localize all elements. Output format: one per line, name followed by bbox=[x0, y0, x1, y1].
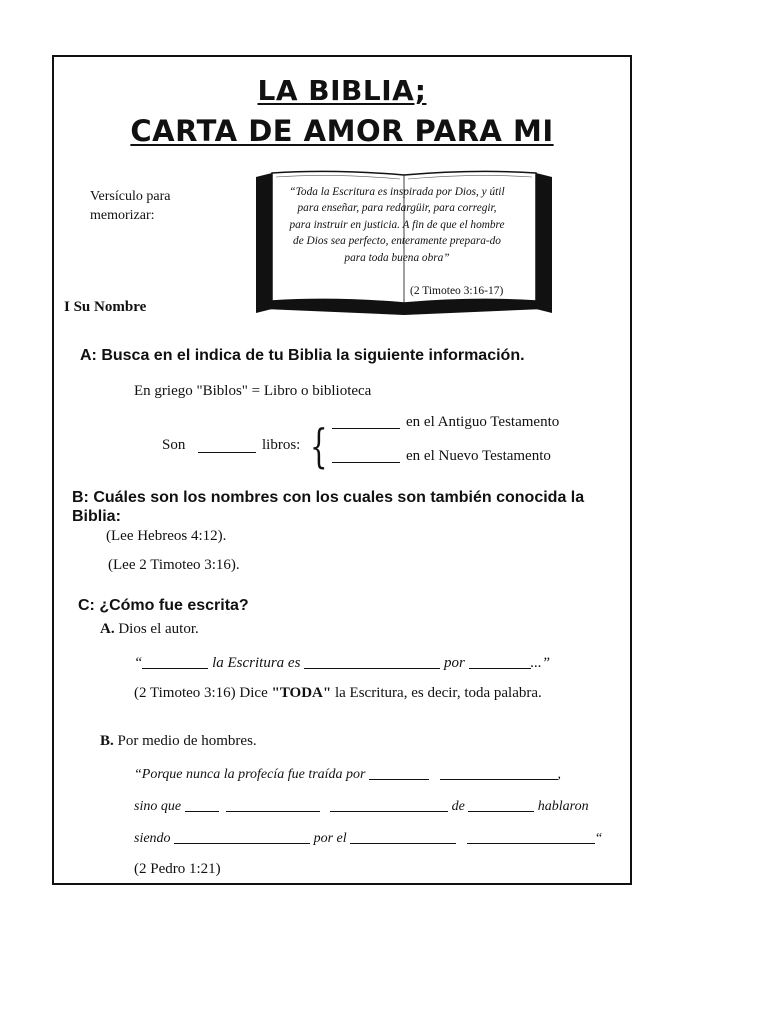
item-a-text: Dios el autor. bbox=[118, 621, 199, 637]
quote-open-mark: “ bbox=[134, 655, 143, 671]
prophecy-blank-5 bbox=[330, 797, 448, 812]
greek-line: En griego "Biblos" = Libro o biblioteca bbox=[134, 383, 372, 399]
prophecy-line-2 bbox=[134, 797, 589, 815]
timothy-toda-line bbox=[134, 685, 542, 702]
memorize-label: Versículo para memorizar: bbox=[90, 189, 171, 223]
author-quote-line bbox=[134, 653, 550, 672]
son-label: Son bbox=[162, 437, 186, 453]
por-el-word: por el bbox=[313, 831, 347, 846]
prophecy-blank-7 bbox=[174, 829, 310, 844]
de-word: de bbox=[451, 799, 465, 814]
item-b-label: B. bbox=[100, 733, 114, 749]
prophecy-close-quote: “ bbox=[594, 831, 603, 846]
section-b-heading: B: Cuáles son los nombres con los cuales son también conocida la Biblia: bbox=[72, 489, 585, 525]
memory-verse-text: “Toda la Escritura es inspirada por Dios, y útil para enseñar, para redargüir, para corregir, para instruir en justicia. A fin de que el hombre de Dios sea perfecto, enteramente prepara-do para toda buena obra” bbox=[289, 186, 505, 264]
worksheet-frame bbox=[52, 55, 632, 885]
prophecy-blank-6 bbox=[468, 797, 534, 812]
page-title-line2: CARTA DE AMOR PARA MI bbox=[130, 114, 554, 148]
la-escritura-es: la Escritura es bbox=[212, 655, 301, 671]
timothy-suffix: la Escritura, es decir, toda palabra. bbox=[331, 685, 542, 701]
quote-blank-3 bbox=[469, 653, 531, 669]
prophecy-line-3 bbox=[134, 829, 602, 847]
item-b-text: Por medio de hombres. bbox=[117, 733, 257, 749]
old-testament-blank bbox=[332, 413, 400, 429]
new-testament-label: en el Nuevo Testamento bbox=[406, 448, 551, 464]
toda-word: "TODA" bbox=[271, 685, 332, 701]
section-a-heading: A: Busca en el indica de tu Biblia la siguiente información. bbox=[80, 347, 525, 364]
new-testament-blank bbox=[332, 447, 400, 463]
prophecy-line-1 bbox=[134, 765, 561, 783]
prophecy-comma: , bbox=[557, 767, 561, 782]
prophecy-blank-2 bbox=[440, 765, 558, 780]
page-title-line1: LA BIBLIA; bbox=[257, 74, 427, 107]
prophecy-blank-3 bbox=[185, 797, 219, 812]
section-heading-name: I Su Nombre bbox=[64, 299, 147, 315]
books-count-blank bbox=[198, 437, 256, 453]
quote-close-mark: ...” bbox=[530, 655, 551, 671]
prophecy-blank-1 bbox=[369, 765, 429, 780]
quote-blank-2 bbox=[304, 653, 440, 669]
timothy-reference: (Lee 2 Timoteo 3:16). bbox=[108, 557, 240, 573]
prophecy-blank-4 bbox=[226, 797, 320, 812]
prophecy-text-1: “Porque nunca la profecía fue traída por bbox=[134, 767, 366, 782]
section-c-heading: C: ¿Cómo fue escrita? bbox=[78, 597, 249, 614]
timothy-prefix: (2 Timoteo 3:16) Dice bbox=[134, 685, 272, 701]
sino-que: sino que bbox=[134, 799, 182, 814]
libros-label: libros: bbox=[262, 437, 301, 453]
brace-symbol: { bbox=[310, 419, 328, 473]
hablaron-word: hablaron bbox=[537, 799, 589, 814]
item-a-label: A. bbox=[100, 621, 115, 637]
quote-blank-1 bbox=[142, 653, 208, 669]
prophecy-blank-8 bbox=[350, 829, 456, 844]
hebrews-reference: (Lee Hebreos 4:12). bbox=[106, 528, 227, 544]
memory-verse-reference: (2 Timoteo 3:16-17) bbox=[410, 285, 504, 297]
prophecy-blank-9 bbox=[467, 829, 595, 844]
peter-reference: (2 Pedro 1:21) bbox=[134, 861, 221, 877]
old-testament-label: en el Antiguo Testamento bbox=[406, 414, 560, 430]
por-word: por bbox=[443, 655, 465, 671]
siendo-word: siendo bbox=[134, 831, 171, 846]
